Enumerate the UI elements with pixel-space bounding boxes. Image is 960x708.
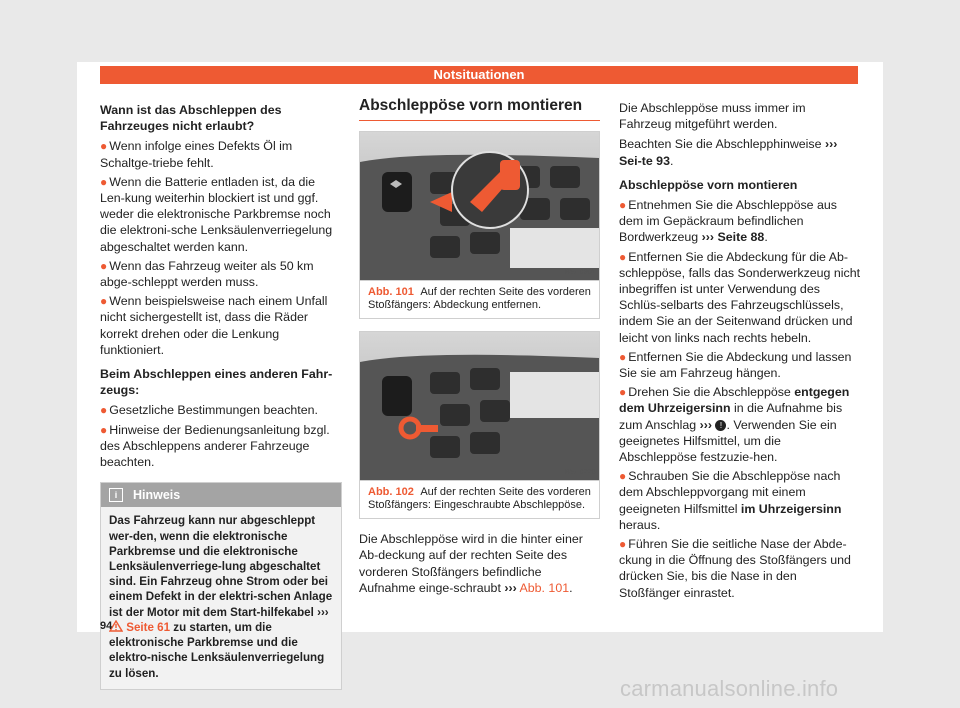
note-header (101, 483, 341, 507)
figure-caption: Abb. 101 Auf der rechten Seite des vorderen Stoßfängers: Abdeckung entfernen. (360, 280, 599, 318)
bullet-icon: ● (100, 294, 108, 309)
list-item: ● Wenn die Batterie entladen ist, da die Len-kung weiterhin blockiert ist und ggf. weder die elektronische Parkbremse noch die elektroni-sche Lenksäulenverriegelung abgeschaltet werden kann. (100, 174, 333, 254)
heading-towing-other-vehicle: Beim Abschleppen eines anderen Fahr-zeugs: (100, 367, 333, 398)
figure-102 (359, 331, 600, 519)
list-item: ● Wenn infolge eines Defekts Öl im Schaltge-triebe fehlt. (100, 139, 293, 170)
tow-eye-image (360, 332, 599, 480)
bullet-icon: ● (619, 385, 627, 400)
column-2 (359, 98, 600, 600)
bullet-icon: ● (619, 537, 627, 552)
bullet-icon: ● (100, 174, 108, 189)
figure-caption: Abb. 102 Auf der rechten Seite des vorderen Stoßfängers: Eingeschraubte Abschleppöse. (360, 480, 599, 518)
list-item: ● Führen Sie die seitliche Nase der Abde-ckung in die Öffnung des Stoßfängers und drücken Sie, bis die Nase in den Stoßfänger einrastet. (619, 537, 851, 600)
figure-101 (359, 131, 600, 319)
figure-code: B57-0301 (565, 269, 596, 277)
paragraph-tow-eye: Die Abschleppöse wird in die hinter einer Ab-deckung auf der rechten Seite des vorderen Stoßfängers befindliche Aufnahme einge-schraubt ››› Abb. 101. (359, 532, 583, 595)
bullet-icon: ● (100, 422, 108, 437)
link-abb-101[interactable]: Abb. 101 (519, 580, 570, 595)
list-item: ● Drehen Sie die Abschleppöse entgegen dem Uhrzeigersinn in die Aufnahme bis zum Anschlag ››› ! . Verwenden Sie ein geeignetes Hilfsmittel, um die Abschleppöse festzuzie-hen. (619, 385, 850, 465)
heading-mount-tow-eye: Abschleppöse vorn montieren (619, 177, 798, 192)
bullet-icon: ● (619, 469, 627, 484)
list-item: ● Gesetzliche Bestimmungen beachten. (100, 403, 318, 418)
list-item: ● Entfernen Sie die Abdeckung für die Ab-schleppöse, falls das Sonderwerkzeug nicht inbegriffen ist unter Verwendung des Schlüs-selbarts des Fahrzeugschlüssels, indem Sie an der Seitenwand drücken und leicht von links nach rechts hebeln. (619, 249, 861, 345)
bullet-icon: ● (619, 249, 627, 264)
link-page-61[interactable]: Seite 61 (126, 620, 171, 634)
note-box (100, 482, 342, 689)
list-item: ● Entfernen Sie die Abdeckung und lassen Sie sie am Fahrzeug hängen. (619, 349, 852, 381)
list-item: ● Wenn beispielsweise nach einem Unfall nicht sichergestellt ist, dass die Räder korrekt drehen oder die Lenkung funktioniert. (100, 294, 328, 357)
paragraph: Beachten Sie die Abschlepphinweise ››› Sei-te 93. (619, 137, 838, 168)
bullet-icon: ● (619, 198, 627, 213)
bullet-icon: ● (100, 403, 108, 418)
bullet-icon: ● (619, 349, 627, 364)
list-item: ● Wenn das Fahrzeug weiter als 50 km abge-schleppt werden muss. (100, 258, 314, 290)
bullet-icon: ● (100, 139, 108, 154)
section-title: Abschleppöse vorn montieren (359, 98, 600, 121)
bullet-icon: ● (100, 258, 108, 273)
heading-towing-not-allowed: Wann ist das Abschleppen des Fahrzeuges nicht erlaubt? (100, 103, 282, 134)
list-item: ● Hinweise der Bedienungsanleitung bzgl. des Abschleppens anderer Fahrzeuge beachten. (100, 422, 330, 470)
list-item: ● Entnehmen Sie die Abschleppöse aus dem im Gepäckraum befindlichen Bordwerkzeug ››› Seite 88. (619, 198, 837, 245)
column-1 (100, 102, 342, 690)
link-page-93[interactable]: ››› Sei-te 93 (619, 137, 838, 168)
column-3 (619, 100, 861, 604)
list-item: ● Schrauben Sie die Abschleppöse nach dem Abschleppvorgang mit einem geeigneten Hilfsmittel im Uhrzeigersinn heraus. (619, 469, 842, 532)
note-text: Das Fahrzeug kann nur abgeschleppt wer-den, wenn die elektronische Parkbremse und die elektronische Lenksäulenverriege-lung abgeschaltet sind. Ein Fahrzeug ohne Strom oder bei einem Defekt in der elektri-schen Anlage ist der Motor mit dem Start-hilfekabel ››› Seite 61 zu starten, um die elektronische Parkbremse und die elektro-nische Lenksäulenverriegelung zu lösen. (109, 514, 333, 680)
note-title: Hinweis (133, 488, 181, 503)
figure-code: B57-0228 (565, 469, 596, 477)
attention-icon: ! (715, 420, 726, 431)
watermark: carmanualsonline.info (620, 676, 839, 701)
bumper-cover-image (360, 132, 599, 280)
paragraph: Die Abschleppöse muss immer im Fahrzeug mitgeführt werden. (619, 101, 806, 132)
link-page-88[interactable]: ››› Seite 88 (701, 230, 765, 245)
page-header: Notsituationen (100, 66, 858, 84)
info-icon: i (109, 488, 123, 502)
page-number: 94 (100, 620, 113, 632)
